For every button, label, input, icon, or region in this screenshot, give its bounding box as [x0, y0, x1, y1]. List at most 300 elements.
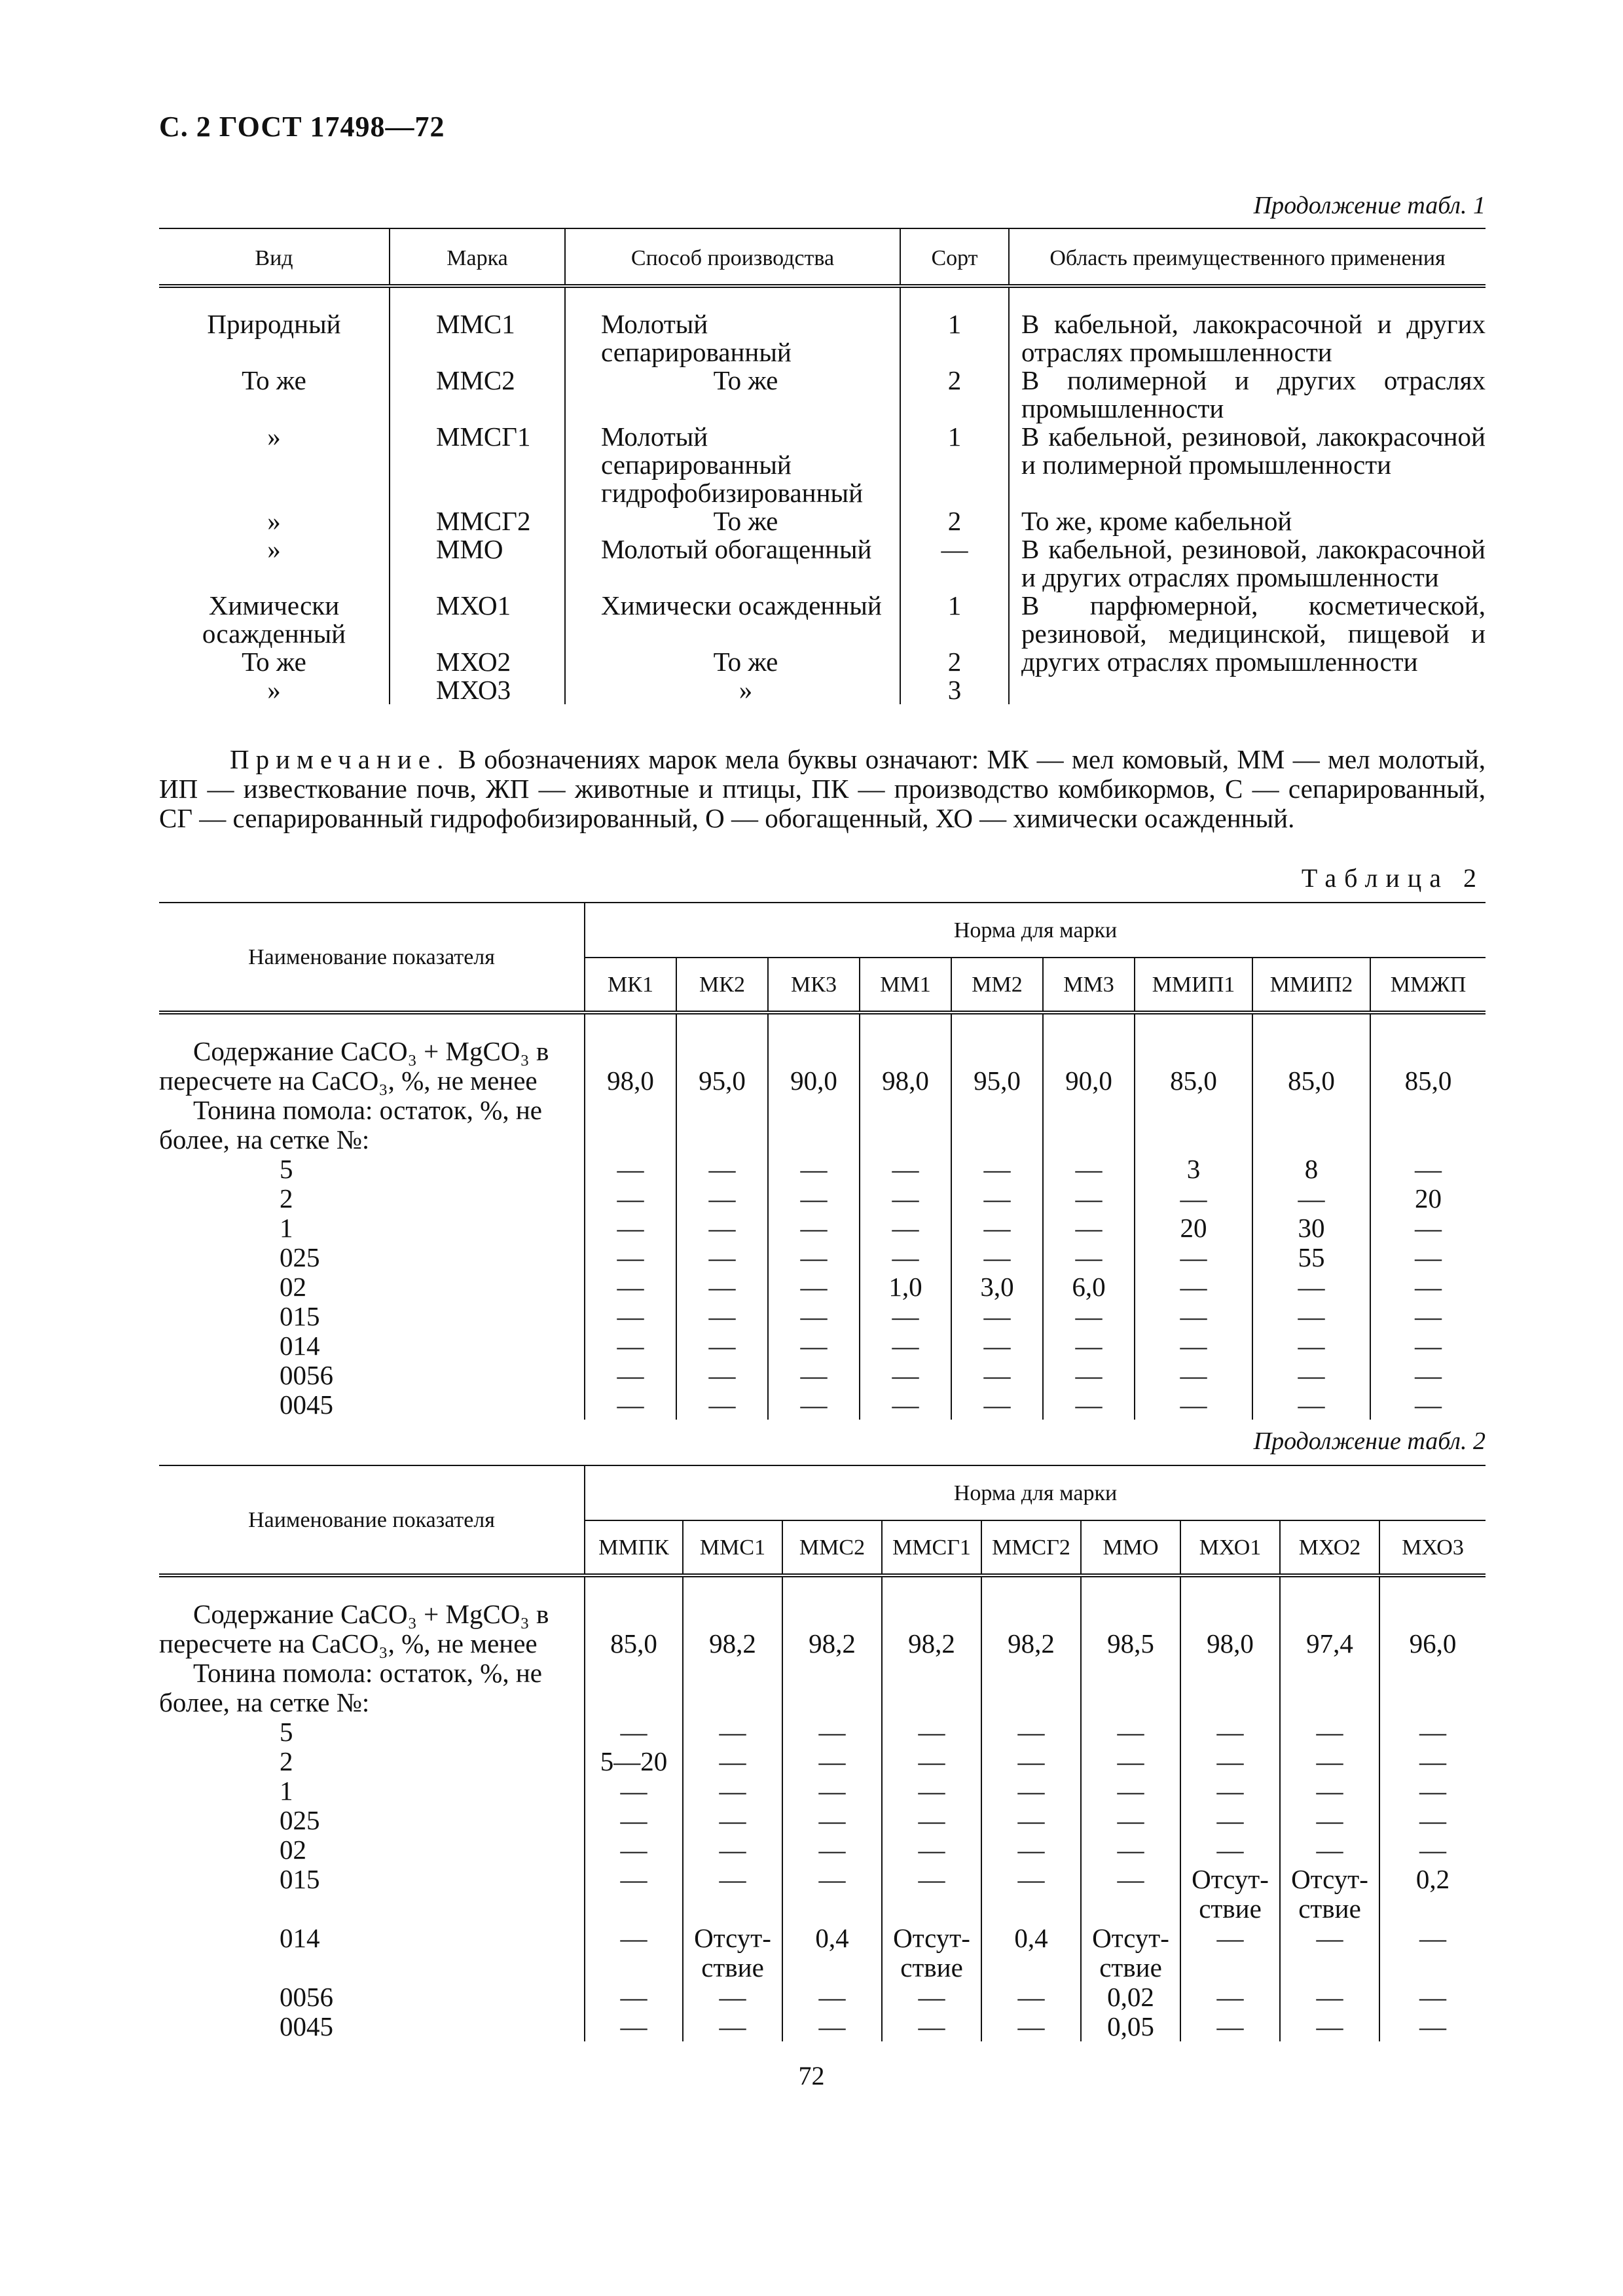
row-label-mesh: 2 [280, 1746, 293, 1776]
cell-value: 98,2 [782, 1600, 882, 1659]
cell-value: 8 [1252, 1155, 1370, 1184]
cell-value: — [981, 2012, 1081, 2041]
cell-value: — [1280, 1806, 1379, 1835]
cell-value: Отсут-ствие [882, 1924, 981, 1982]
cell-value: 0,4 [981, 1924, 1081, 1982]
cell-value: Отсут-ствие [683, 1924, 782, 1982]
cell-value: — [676, 1184, 768, 1213]
cell-mark: МХО1 [390, 592, 565, 648]
table-row [159, 1243, 1486, 1272]
cell-value: — [951, 1361, 1043, 1390]
row-label-mesh: 0045 [280, 2011, 333, 2041]
cell-value: — [1370, 1155, 1486, 1184]
cell-value: 98,2 [981, 1600, 1081, 1659]
note-label: Примечание. [230, 744, 450, 774]
cell-vid: » [267, 422, 281, 452]
cell-value: — [683, 1747, 782, 1776]
cell-value: — [676, 1213, 768, 1243]
table2-norms [159, 902, 1486, 1420]
cell-value: — [1370, 1213, 1486, 1243]
column-header-mark: ММСГ2 [981, 1520, 1081, 1575]
table2-label: Таблица 2 [1301, 863, 1484, 893]
cell-value: 0,4 [782, 1924, 882, 1982]
cell-value: — [981, 1806, 1081, 1835]
column-header-indicator: Наименование показателя [159, 1465, 585, 1575]
cell-value: — [768, 1331, 860, 1361]
table1-header-row [159, 228, 1486, 286]
cell-value: — [1135, 1331, 1252, 1361]
column-header-mark: МК2 [676, 958, 768, 1013]
table-row [159, 310, 1486, 367]
cell-application: То же, кроме кабельной [1009, 507, 1486, 535]
table-row [159, 1361, 1486, 1390]
cell-value: — [1379, 1982, 1486, 2012]
cell-value: — [981, 1717, 1081, 1747]
cell-value: — [1135, 1361, 1252, 1390]
cell-method: То же [565, 507, 900, 535]
column-header-mark: ММО [1081, 1520, 1180, 1575]
cell-value: 98,0 [585, 1037, 676, 1096]
cell-application: В полимерной и других отраслях промышленности [1009, 367, 1486, 423]
cell-value: — [860, 1184, 951, 1213]
cell-vid: » [267, 534, 281, 564]
cell-value: — [882, 1835, 981, 1865]
row-label-mesh: 0056 [280, 1982, 333, 2012]
cell-value: — [1280, 1924, 1379, 1982]
column-header-mark: МК1 [585, 958, 676, 1013]
cell-value: — [1370, 1272, 1486, 1302]
cell-value: — [1252, 1272, 1370, 1302]
cell-grade: 1 [900, 592, 1009, 648]
cell-value: 98,2 [683, 1600, 782, 1659]
cell-value: 30 [1252, 1213, 1370, 1243]
cell-value: — [1379, 2012, 1486, 2041]
cell-value: — [768, 1361, 860, 1390]
cell-value: 85,0 [585, 1600, 683, 1659]
cell-value: — [1379, 1924, 1486, 1982]
cell-value: — [981, 1747, 1081, 1776]
cell-vid: То же [242, 647, 306, 677]
cell-application: В парфюмерной, косметической, резиновой, медицинской, пищевой и других отраслях промышленности [1009, 592, 1486, 704]
cell-value: 6,0 [1043, 1272, 1135, 1302]
cell-value: — [1370, 1243, 1486, 1272]
cell-value: — [951, 1390, 1043, 1420]
row-label-mesh: 014 [280, 1331, 320, 1361]
cell-value: — [860, 1302, 951, 1331]
cell-value: — [1180, 1806, 1280, 1835]
cell-value: — [585, 1302, 676, 1331]
cell-value: — [882, 1776, 981, 1806]
table-row [159, 1037, 1486, 1096]
cell-value: — [1280, 1776, 1379, 1806]
cell-method: Молотый сепарированный гидрофобизированный [565, 423, 900, 507]
cell-value: — [1280, 1982, 1379, 2012]
cell-value: — [860, 1213, 951, 1243]
cell-mark: ММСГ1 [390, 423, 565, 507]
cell-value: 97,4 [1280, 1600, 1379, 1659]
cell-value: — [585, 1717, 683, 1747]
cell-value: Отсут-ствие [1081, 1924, 1180, 1982]
cell-value: — [683, 1835, 782, 1865]
table-row [159, 1659, 1486, 1717]
cell-value: — [782, 1865, 882, 1924]
document-header: С. 2 ГОСТ 17498—72 [159, 111, 445, 143]
cell-value: — [860, 1243, 951, 1272]
cell-value: — [1135, 1302, 1252, 1331]
column-header-mark: ММ2 [951, 958, 1043, 1013]
column-header-mark: ММИП1 [1135, 958, 1252, 1013]
cell-method: То же [565, 367, 900, 423]
cell-value: — [882, 2012, 981, 2041]
cell-value: — [1043, 1243, 1135, 1272]
table-row [159, 1924, 1486, 1982]
cell-value: — [1252, 1184, 1370, 1213]
cell-value: — [1252, 1361, 1370, 1390]
cell-value: — [1280, 1717, 1379, 1747]
column-header-mark: ММИП2 [1252, 958, 1370, 1013]
table-row [159, 367, 1486, 423]
cell-value: 1,0 [860, 1272, 951, 1302]
cell-value: — [676, 1272, 768, 1302]
cell-value: — [585, 1776, 683, 1806]
cell-method: Молотый сепарированный [565, 310, 900, 367]
table-row [159, 1213, 1486, 1243]
column-header-method: Способ производства [565, 228, 900, 286]
cell-method: Молотый обогащенный [565, 535, 900, 592]
cell-value: 0,05 [1081, 2012, 1180, 2041]
cell-value: — [1135, 1184, 1252, 1213]
cell-value: — [683, 1717, 782, 1747]
cell-value: — [585, 1982, 683, 2012]
cell-value: — [860, 1361, 951, 1390]
cell-value: — [585, 1184, 676, 1213]
cell-value: 98,2 [882, 1600, 981, 1659]
cell-value: — [1280, 2012, 1379, 2041]
cell-value: — [1081, 1865, 1180, 1924]
cell-value: — [585, 1155, 676, 1184]
cell-value: — [768, 1155, 860, 1184]
cell-value: — [782, 1717, 882, 1747]
column-header-mark: ММ3 [1043, 958, 1135, 1013]
column-header-norm: Норма для марки [585, 1465, 1486, 1520]
cell-value: — [782, 1776, 882, 1806]
row-label-fineness: Тонина помола: остаток, %, не более, на сетке №: [159, 1658, 542, 1717]
table-row [159, 1272, 1486, 1302]
cell-vid: » [267, 675, 281, 705]
row-label-mesh: 014 [280, 1923, 320, 1953]
row-label-mesh: 025 [280, 1805, 320, 1835]
cell-value: — [768, 1390, 860, 1420]
cell-method: Химически осажденный [565, 592, 900, 648]
cell-value: — [1043, 1331, 1135, 1361]
table-row [159, 1184, 1486, 1213]
cell-value: — [676, 1243, 768, 1272]
table-row [159, 1806, 1486, 1835]
cell-mark: МХО2 [390, 648, 565, 676]
column-header-mark: МК3 [768, 958, 860, 1013]
cell-value: — [1180, 1982, 1280, 2012]
cell-value: — [1081, 1776, 1180, 1806]
cell-value: — [951, 1184, 1043, 1213]
cell-value: — [1180, 2012, 1280, 2041]
cell-value: — [951, 1213, 1043, 1243]
cell-value: 5—20 [585, 1747, 683, 1776]
column-header-application: Область преимущественного применения [1009, 228, 1486, 286]
table1-chalk-grades [159, 228, 1486, 704]
cell-mark: МХО3 [390, 676, 565, 704]
cell-value: — [1135, 1390, 1252, 1420]
table-row [159, 1776, 1486, 1806]
cell-value: — [1252, 1390, 1370, 1420]
cell-value: — [1043, 1155, 1135, 1184]
cell-value: — [1370, 1302, 1486, 1331]
cell-application: В кабельной, резиновой, лакокрасочной и других отраслях промышленности [1009, 535, 1486, 592]
cell-value: — [683, 1865, 782, 1924]
cell-value: — [1280, 1835, 1379, 1865]
cell-value: 96,0 [1379, 1600, 1486, 1659]
cell-vid: Природный [207, 309, 341, 339]
row-label-mesh: 5 [280, 1154, 293, 1184]
cell-mark: ММСГ2 [390, 507, 565, 535]
table-row [159, 1155, 1486, 1184]
cell-value: — [585, 1835, 683, 1865]
cell-value: — [981, 1865, 1081, 1924]
cell-value: 20 [1370, 1184, 1486, 1213]
row-label-mesh: 02 [280, 1272, 306, 1302]
row-label-mesh: 015 [280, 1864, 320, 1894]
cell-value: — [860, 1155, 951, 1184]
cell-vid: Химически осажденный [202, 590, 346, 649]
cell-value: — [768, 1213, 860, 1243]
cell-value: — [585, 1806, 683, 1835]
cell-value: — [1043, 1361, 1135, 1390]
row-label-mesh: 0056 [280, 1360, 333, 1390]
column-header-mark: ММПК [585, 1520, 683, 1575]
cell-value: — [676, 1390, 768, 1420]
table-row [159, 535, 1486, 592]
cell-value: — [1252, 1331, 1370, 1361]
cell-value: — [882, 1717, 981, 1747]
cell-grade: 3 [900, 676, 1009, 704]
cell-value: — [981, 1982, 1081, 2012]
column-header-mark: ММС2 [782, 1520, 882, 1575]
cell-value: — [1379, 1776, 1486, 1806]
table-row [159, 1096, 1486, 1155]
table-row [159, 1390, 1486, 1420]
cell-value: — [782, 1806, 882, 1835]
cell-value: — [585, 1865, 683, 1924]
note-text: В обозначениях марок мела буквы означают: МК — мел комовый, ММ — мел молотый, ИП — известкование почв, ЖП — животные и птицы, ПК — производство комбикормов, С — сепарированный, СГ — сепарированный гидрофобизированный, О — обогащенный, ХО — химически осажденный. [159, 744, 1486, 833]
cell-value: — [585, 2012, 683, 2041]
table1-continuation-label: Продолжение табл. 1 [1253, 192, 1486, 219]
cell-value: Отсут-ствие [1280, 1865, 1379, 1924]
cell-value: — [585, 1390, 676, 1420]
cell-method: То же [565, 648, 900, 676]
column-header-mark: ММЖП [1370, 958, 1486, 1013]
cell-value: — [676, 1331, 768, 1361]
cell-value: — [1081, 1747, 1180, 1776]
cell-value: — [1180, 1924, 1280, 1982]
row-label-fineness: Тонина помола: остаток, %, не более, на сетке №: [159, 1095, 542, 1155]
cell-value: — [1135, 1243, 1252, 1272]
row-label-mesh: 015 [280, 1301, 320, 1331]
cell-value: — [951, 1155, 1043, 1184]
cell-value: — [1370, 1331, 1486, 1361]
cell-value: 95,0 [676, 1037, 768, 1096]
cell-grade: 1 [900, 310, 1009, 367]
cell-value: — [1379, 1835, 1486, 1865]
cell-application: В кабельной, резиновой, лакокрасочной и полимерной промышленности [1009, 423, 1486, 507]
cell-value: — [882, 1747, 981, 1776]
table-row [159, 1747, 1486, 1776]
table-row [159, 2012, 1486, 2041]
cell-value: — [1043, 1390, 1135, 1420]
cell-value: — [860, 1331, 951, 1361]
cell-value: — [1370, 1390, 1486, 1420]
cell-value: — [1252, 1302, 1370, 1331]
cell-value: — [676, 1302, 768, 1331]
cell-value: 3 [1135, 1155, 1252, 1184]
cell-value: — [585, 1272, 676, 1302]
cell-value: — [1180, 1835, 1280, 1865]
cell-value: — [683, 1982, 782, 2012]
table-row [159, 1865, 1486, 1924]
row-label-content: Содержание CaCO₃ + MgCO₃ в пересчете на CaCO₃, %, не менее [159, 1599, 549, 1659]
row-label-mesh: 0045 [280, 1390, 333, 1420]
cell-value: — [1081, 1835, 1180, 1865]
cell-value: 0,02 [1081, 1982, 1180, 2012]
cell-value: — [1081, 1806, 1180, 1835]
cell-value: — [951, 1331, 1043, 1361]
cell-value: — [683, 2012, 782, 2041]
cell-value: — [1135, 1272, 1252, 1302]
table-row [159, 1600, 1486, 1659]
cell-value: — [1043, 1184, 1135, 1213]
cell-value: — [683, 1776, 782, 1806]
cell-value: — [860, 1390, 951, 1420]
cell-value: — [676, 1361, 768, 1390]
cell-value: — [585, 1361, 676, 1390]
cell-grade: 2 [900, 367, 1009, 423]
cell-value: 90,0 [768, 1037, 860, 1096]
cell-value: — [782, 1747, 882, 1776]
cell-value: — [676, 1155, 768, 1184]
cell-value: 85,0 [1135, 1037, 1252, 1096]
cell-grade: 2 [900, 648, 1009, 676]
column-header-vid: Вид [159, 228, 390, 286]
table2-continuation-label: Продолжение табл. 2 [1253, 1427, 1486, 1455]
column-header-grade: Сорт [900, 228, 1009, 286]
cell-method: » [565, 676, 900, 704]
column-header-mark: ММ1 [860, 958, 951, 1013]
cell-value: — [585, 1924, 683, 1982]
cell-value: — [882, 1982, 981, 2012]
cell-value: — [1043, 1213, 1135, 1243]
cell-value: 0,2 [1379, 1865, 1486, 1924]
cell-value: — [1379, 1806, 1486, 1835]
cell-value: — [1370, 1361, 1486, 1390]
cell-value: — [1379, 1717, 1486, 1747]
column-header-mark: Марка [390, 228, 565, 286]
table-row [159, 1302, 1486, 1331]
cell-value: — [1180, 1747, 1280, 1776]
table-row [159, 1717, 1486, 1747]
column-header-mark: МХО1 [1180, 1520, 1280, 1575]
cell-value: 95,0 [951, 1037, 1043, 1096]
table1-note [159, 745, 1486, 833]
cell-value: — [585, 1213, 676, 1243]
cell-value: — [882, 1865, 981, 1924]
table2-continuation-norms [159, 1465, 1486, 2041]
cell-value: — [782, 2012, 882, 2041]
cell-value: — [768, 1243, 860, 1272]
cell-value: — [683, 1806, 782, 1835]
row-label-mesh: 1 [280, 1776, 293, 1806]
cell-mark: ММС1 [390, 310, 565, 367]
cell-value: 85,0 [1252, 1037, 1370, 1096]
cell-value: Отсут-ствие [1180, 1865, 1280, 1924]
cell-value: — [782, 1835, 882, 1865]
column-header-mark: МХО3 [1379, 1520, 1486, 1575]
cell-grade: 1 [900, 423, 1009, 507]
table-row [159, 423, 1486, 507]
table-row [159, 1835, 1486, 1865]
cell-value: 90,0 [1043, 1037, 1135, 1096]
cell-value: — [1043, 1302, 1135, 1331]
cell-grade: — [900, 535, 1009, 592]
cell-value: — [1081, 1717, 1180, 1747]
cell-value: — [585, 1243, 676, 1272]
table-row [159, 1982, 1486, 2012]
cell-value: — [951, 1302, 1043, 1331]
cell-vid: То же [242, 365, 306, 395]
cell-value: 20 [1135, 1213, 1252, 1243]
cell-value: 55 [1252, 1243, 1370, 1272]
page-number: 72 [798, 2061, 825, 2090]
row-label-mesh: 025 [280, 1242, 320, 1272]
cell-value: — [981, 1776, 1081, 1806]
column-header-mark: ММСГ1 [882, 1520, 981, 1575]
row-label-mesh: 2 [280, 1183, 293, 1213]
column-header-indicator: Наименование показателя [159, 903, 585, 1013]
cell-value: — [782, 1982, 882, 2012]
row-label-content: Содержание CaCO₃ + MgCO₃ в пересчете на CaCO₃, %, не менее [159, 1036, 549, 1096]
table-row [159, 1331, 1486, 1361]
cell-value: — [1379, 1747, 1486, 1776]
cell-application: В кабельной, лакокрасочной и других отраслях промышленности [1009, 310, 1486, 367]
cell-value: — [951, 1243, 1043, 1272]
row-label-mesh: 1 [280, 1213, 293, 1243]
cell-value: 98,0 [860, 1037, 951, 1096]
column-header-mark: МХО2 [1280, 1520, 1379, 1575]
cell-grade: 2 [900, 507, 1009, 535]
cell-value: 85,0 [1370, 1037, 1486, 1096]
cell-value: — [768, 1302, 860, 1331]
table-row [159, 507, 1486, 535]
column-header-mark: ММС1 [683, 1520, 782, 1575]
cell-mark: ММС2 [390, 367, 565, 423]
row-label-mesh: 02 [280, 1835, 306, 1865]
cell-value: — [768, 1184, 860, 1213]
cell-value: 98,5 [1081, 1600, 1180, 1659]
cell-value: 3,0 [951, 1272, 1043, 1302]
cell-value: — [585, 1331, 676, 1361]
cell-value: — [1180, 1776, 1280, 1806]
table-row [159, 592, 1486, 648]
cell-value: 98,0 [1180, 1600, 1280, 1659]
cell-value: — [882, 1806, 981, 1835]
cell-value: — [981, 1835, 1081, 1865]
